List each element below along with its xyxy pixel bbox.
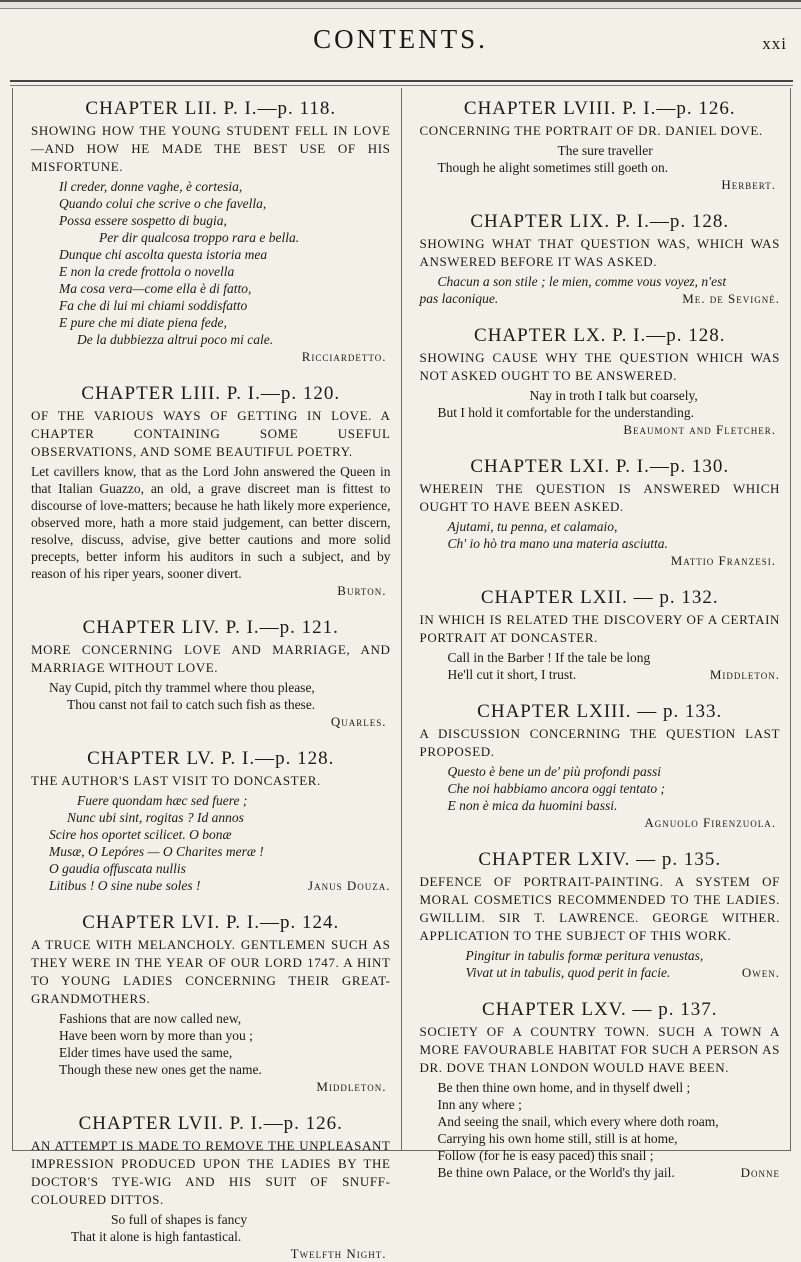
epigraph-line: Musæ, O Lepóres — O Charites meræ ! bbox=[49, 844, 264, 859]
epigraph-last-row bbox=[448, 666, 781, 683]
epigraph-line: Nay Cupid, pitch thy trammel where thou please, bbox=[49, 680, 315, 695]
chapter-heading: CHAPTER LXII. — p. 132. bbox=[480, 587, 719, 608]
epigraph-line: Call in the Barber ! If the tale be long bbox=[447, 650, 651, 665]
epigraph-author: Janus Douza. bbox=[308, 878, 391, 893]
epigraph-line: Ajutami, tu penna, et calamaio, bbox=[447, 519, 618, 534]
epigraph-line: Follow (for he is easy paced) this snail ; bbox=[437, 1148, 654, 1163]
chapter-description: IN WHICH IS RELATED THE DISCOVERY OF A CERTAIN PORTRAIT AT DONCASTER. bbox=[419, 612, 780, 645]
epigraph-author: Owen. bbox=[741, 965, 780, 980]
chapter-heading: CHAPTER LXIV. — p. 135. bbox=[478, 849, 722, 870]
chapter-52 bbox=[31, 98, 391, 365]
chapter-description: SHOWING CAUSE WHY THE QUESTION WHICH WAS NOT ASKED OUGHT TO BE ANSWERED. bbox=[419, 350, 780, 383]
epigraph-line: E pure che mi diate piena fede, bbox=[59, 315, 227, 330]
chapter-heading: CHAPTER LXV. — p. 137. bbox=[482, 999, 718, 1020]
chapter-epigraph bbox=[420, 649, 781, 683]
chapter-description: CONCERNING THE PORTRAIT OF DR. DANIEL DOVE. bbox=[419, 123, 763, 138]
epigraph-line: But I hold it comfortable for the understanding. bbox=[437, 405, 694, 420]
epigraph-last-row bbox=[438, 1164, 781, 1181]
epigraph-line: Possa essere sospetto di bugia, bbox=[59, 213, 227, 228]
chapter-64 bbox=[420, 849, 781, 981]
top-border bbox=[0, 0, 801, 9]
chapter-heading: CHAPTER LIX. P. I.—p. 128. bbox=[470, 211, 730, 232]
chapter-63 bbox=[420, 701, 781, 831]
epigraph-line: pas laconique. bbox=[419, 291, 499, 306]
chapter-description: MORE CONCERNING LOVE AND MARRIAGE, AND MARRIAGE WITHOUT LOVE. bbox=[31, 642, 391, 675]
chapter-epigraph bbox=[31, 1010, 391, 1078]
epigraph-line: The sure traveller bbox=[557, 143, 653, 158]
chapter-epigraph bbox=[420, 142, 781, 176]
epigraph-line: Carrying his own home still, still is at home, bbox=[437, 1131, 678, 1146]
chapter-epigraph bbox=[420, 763, 781, 814]
epigraph-last-row bbox=[438, 964, 781, 981]
chapter-epigraph bbox=[420, 387, 781, 421]
chapter-epigraph bbox=[420, 273, 781, 307]
epigraph-author: Beaumont and Fletcher. bbox=[623, 422, 776, 437]
chapter-heading: CHAPTER LV. P. I.—p. 128. bbox=[87, 748, 335, 769]
chapter-heading: CHAPTER LX. P. I.—p. 128. bbox=[474, 325, 726, 346]
epigraph-line: Vivat ut in tabulis, quod perit in facie. bbox=[465, 965, 671, 980]
chapter-57 bbox=[31, 1113, 391, 1262]
epigraph-line: And seeing the snail, which every where doth roam, bbox=[437, 1114, 719, 1129]
epigraph-line: Litibus ! O sine nube soles ! bbox=[49, 878, 201, 893]
epigraph-line: Per dir qualcosa troppo rara e bella. bbox=[99, 230, 300, 245]
epigraph-line: Fashions that are now called new, bbox=[59, 1011, 242, 1026]
epigraph-author: Agnuolo Firenzuola. bbox=[644, 815, 776, 830]
page-title: CONTENTS. bbox=[313, 24, 488, 54]
epigraph-line: Nunc ubi sint, rogitas ? Id annos bbox=[67, 810, 244, 825]
header-rule bbox=[10, 80, 793, 86]
epigraph-author: Mattio Franzesi. bbox=[670, 553, 776, 568]
page-number: xxi bbox=[762, 34, 787, 53]
chapter-heading: CHAPTER LII. P. I.—p. 118. bbox=[85, 98, 337, 119]
chapter-description: SOCIETY OF A COUNTRY TOWN. SUCH A TOWN A MORE FAVOURABLE HABITAT FOR SUCH A PERSON AS DR. DOVE THAN LONDON WOULD HAVE BEEN. bbox=[419, 1024, 780, 1075]
epigraph-line: Though he alight sometimes still goeth on. bbox=[437, 160, 669, 175]
chapter-epigraph bbox=[31, 679, 391, 713]
chapter-53 bbox=[31, 383, 391, 599]
chapter-description: AN ATTEMPT IS MADE TO REMOVE THE UNPLEASANT IMPRESSION PRODUCED UPON THE LADIES BY THE DOCTOR'S TYE-WIG AND HIS SUIT OF SNUFF-COLOURED DITTOS. bbox=[31, 1138, 391, 1207]
epigraph-line: Fuere quondam hæc sed fuere ; bbox=[77, 793, 248, 808]
chapter-59 bbox=[420, 211, 781, 307]
chapter-65 bbox=[420, 999, 781, 1181]
chapter-description: SHOWING WHAT THAT QUESTION WAS, WHICH WAS ANSWERED BEFORE IT WAS ASKED. bbox=[419, 236, 780, 269]
epigraph-line: Scire hos oportet scilicet. O bonæ bbox=[49, 827, 232, 842]
chapter-heading: CHAPTER LXIII. — p. 133. bbox=[477, 701, 723, 722]
chapter-60 bbox=[420, 325, 781, 438]
epigraph-author: Twelfth Night. bbox=[290, 1246, 387, 1261]
epigraph-author: Middleton. bbox=[316, 1079, 387, 1094]
epigraph-line: Though these new ones get the name. bbox=[59, 1062, 262, 1077]
epigraph-line: So full of shapes is fancy bbox=[111, 1212, 248, 1227]
epigraph-last-row bbox=[49, 877, 391, 894]
epigraph-author: Me. de Sevigné. bbox=[682, 291, 780, 306]
epigraph-author: Donne bbox=[740, 1165, 780, 1180]
epigraph-line: That it alone is high fantastical. bbox=[71, 1229, 242, 1244]
epigraph-line: He'll cut it short, I trust. bbox=[447, 667, 577, 682]
epigraph-line: Questo è bene un de' più profondi passi bbox=[447, 764, 661, 779]
chapter-56 bbox=[31, 912, 391, 1095]
epigraph-author: Herbert. bbox=[721, 177, 776, 192]
chapter-epigraph bbox=[31, 792, 391, 894]
epigraph-line: Have been worn by more than you ; bbox=[59, 1028, 253, 1043]
epigraph-line: Dunque chi ascolta questa istoria mea bbox=[59, 247, 268, 262]
page-header bbox=[0, 14, 801, 74]
epigraph-line: Nay in troth I talk but coarsely, bbox=[529, 388, 698, 403]
left-column bbox=[13, 88, 402, 1261]
chapter-description: DEFENCE OF PORTRAIT-PAINTING. A SYSTEM OF MORAL COSMETICS RECOMMENDED TO THE LADIES. GWILLIM. SIR T. LAWRENCE. GEORGE WITHER. APPLICATION TO THE SUBJECT OF THIS WORK. bbox=[419, 874, 780, 943]
epigraph-line: Il creder, donne vaghe, è cortesia, bbox=[59, 179, 243, 194]
contents-columns bbox=[12, 88, 791, 1261]
epigraph-line: E non è mica da huomini bassi. bbox=[447, 798, 618, 813]
chapter-epigraph bbox=[420, 518, 781, 552]
chapter-description: SHOWING HOW THE YOUNG STUDENT FELL IN LOVE—AND HOW HE MADE THE BEST USE OF HIS MISFORTUNE. bbox=[31, 123, 391, 174]
chapter-heading: CHAPTER LIV. P. I.—p. 121. bbox=[82, 617, 339, 638]
epigraph-line: De la dubbiezza altrui poco mi cale. bbox=[77, 332, 274, 347]
chapter-description: WHEREIN THE QUESTION IS ANSWERED WHICH OUGHT TO HAVE BEEN ASKED. bbox=[419, 481, 780, 514]
epigraph-last-row bbox=[420, 290, 781, 307]
epigraph-line: Ma cosa vera—come ella è di fatto, bbox=[59, 281, 252, 296]
epigraph-line: Chacun a son stile ; le mien, comme vous voyez, n'est bbox=[437, 274, 727, 289]
epigraph-line: Elder times have used the same, bbox=[59, 1045, 233, 1060]
chapter-epigraph bbox=[31, 1211, 391, 1245]
epigraph-line: Che noi habbiamo ancora oggi tentato ; bbox=[447, 781, 665, 796]
epigraph-line: O gaudia offuscata nullis bbox=[49, 861, 186, 876]
chapter-epigraph bbox=[420, 947, 781, 981]
epigraph-author: Quarles. bbox=[330, 714, 387, 729]
epigraph-prose: Let cavillers know, that as the Lord John answered the Queen in that Italian Guazzo, an old, a grave discreet man is fittest to discourse of love-matters; because he hath likely more experience, observed more, hath a more staid judgement, can better discern, resolve, discuss, advise, give better cautions and more solid precepts, better inform his auditors in such a subject, and by reason of his riper years, sooner divert. bbox=[31, 464, 391, 581]
chapter-54 bbox=[31, 617, 391, 730]
epigraph-line: Ch' io hò tra mano una materia asciutta. bbox=[447, 536, 668, 551]
epigraph-author: Middleton. bbox=[709, 667, 780, 682]
chapter-description: A DISCUSSION CONCERNING THE QUESTION LAST PROPOSED. bbox=[419, 726, 780, 759]
chapter-62 bbox=[420, 587, 781, 683]
chapter-heading: CHAPTER LIII. P. I.—p. 120. bbox=[81, 383, 341, 404]
chapter-55 bbox=[31, 748, 391, 894]
epigraph-line: Be then thine own home, and in thyself dwell ; bbox=[437, 1080, 691, 1095]
right-column bbox=[402, 88, 791, 1180]
chapter-heading: CHAPTER LVII. P. I.—p. 126. bbox=[78, 1113, 343, 1134]
chapter-description: A TRUCE WITH MELANCHOLY. GENTLEMEN SUCH AS THEY WERE IN THE YEAR OF OUR LORD 1747. A HINT TO YOUNG LADIES CONCERNING THEIR GREAT-GRANDMOTHERS. bbox=[31, 937, 391, 1006]
chapter-heading: CHAPTER LXI. P. I.—p. 130. bbox=[470, 456, 730, 477]
epigraph-line: Thou canst not fail to catch such fish as these. bbox=[67, 697, 316, 712]
chapter-heading: CHAPTER LVIII. P. I.—p. 126. bbox=[463, 98, 736, 119]
epigraph-line: Pingitur in tabulis formæ peritura venustas, bbox=[465, 948, 704, 963]
epigraph-author: Burton. bbox=[337, 583, 387, 598]
epigraph-line: Fa che di lui mi chiami soddisfatto bbox=[59, 298, 248, 313]
chapter-epigraph bbox=[31, 178, 391, 348]
chapter-61 bbox=[420, 456, 781, 569]
chapter-description: THE AUTHOR'S LAST VISIT TO DONCASTER. bbox=[31, 773, 321, 788]
epigraph-line: Quando colui che scrive o che favella, bbox=[59, 196, 267, 211]
chapter-heading: CHAPTER LVI. P. I.—p. 124. bbox=[82, 912, 340, 933]
epigraph-author: Ricciardetto. bbox=[301, 349, 387, 364]
epigraph-line: E non la crede frottola o novella bbox=[59, 264, 235, 279]
chapter-58 bbox=[420, 98, 781, 193]
epigraph-line: Inn any where ; bbox=[437, 1097, 522, 1112]
chapter-epigraph bbox=[420, 1079, 781, 1181]
chapter-description: OF THE VARIOUS WAYS OF GETTING IN LOVE. A CHAPTER CONTAINING SOME USEFUL OBSERVATIONS, AND SOME BEAUTIFUL POETRY. bbox=[31, 408, 391, 459]
epigraph-line: Be thine own Palace, or the World's thy jail. bbox=[437, 1165, 675, 1180]
